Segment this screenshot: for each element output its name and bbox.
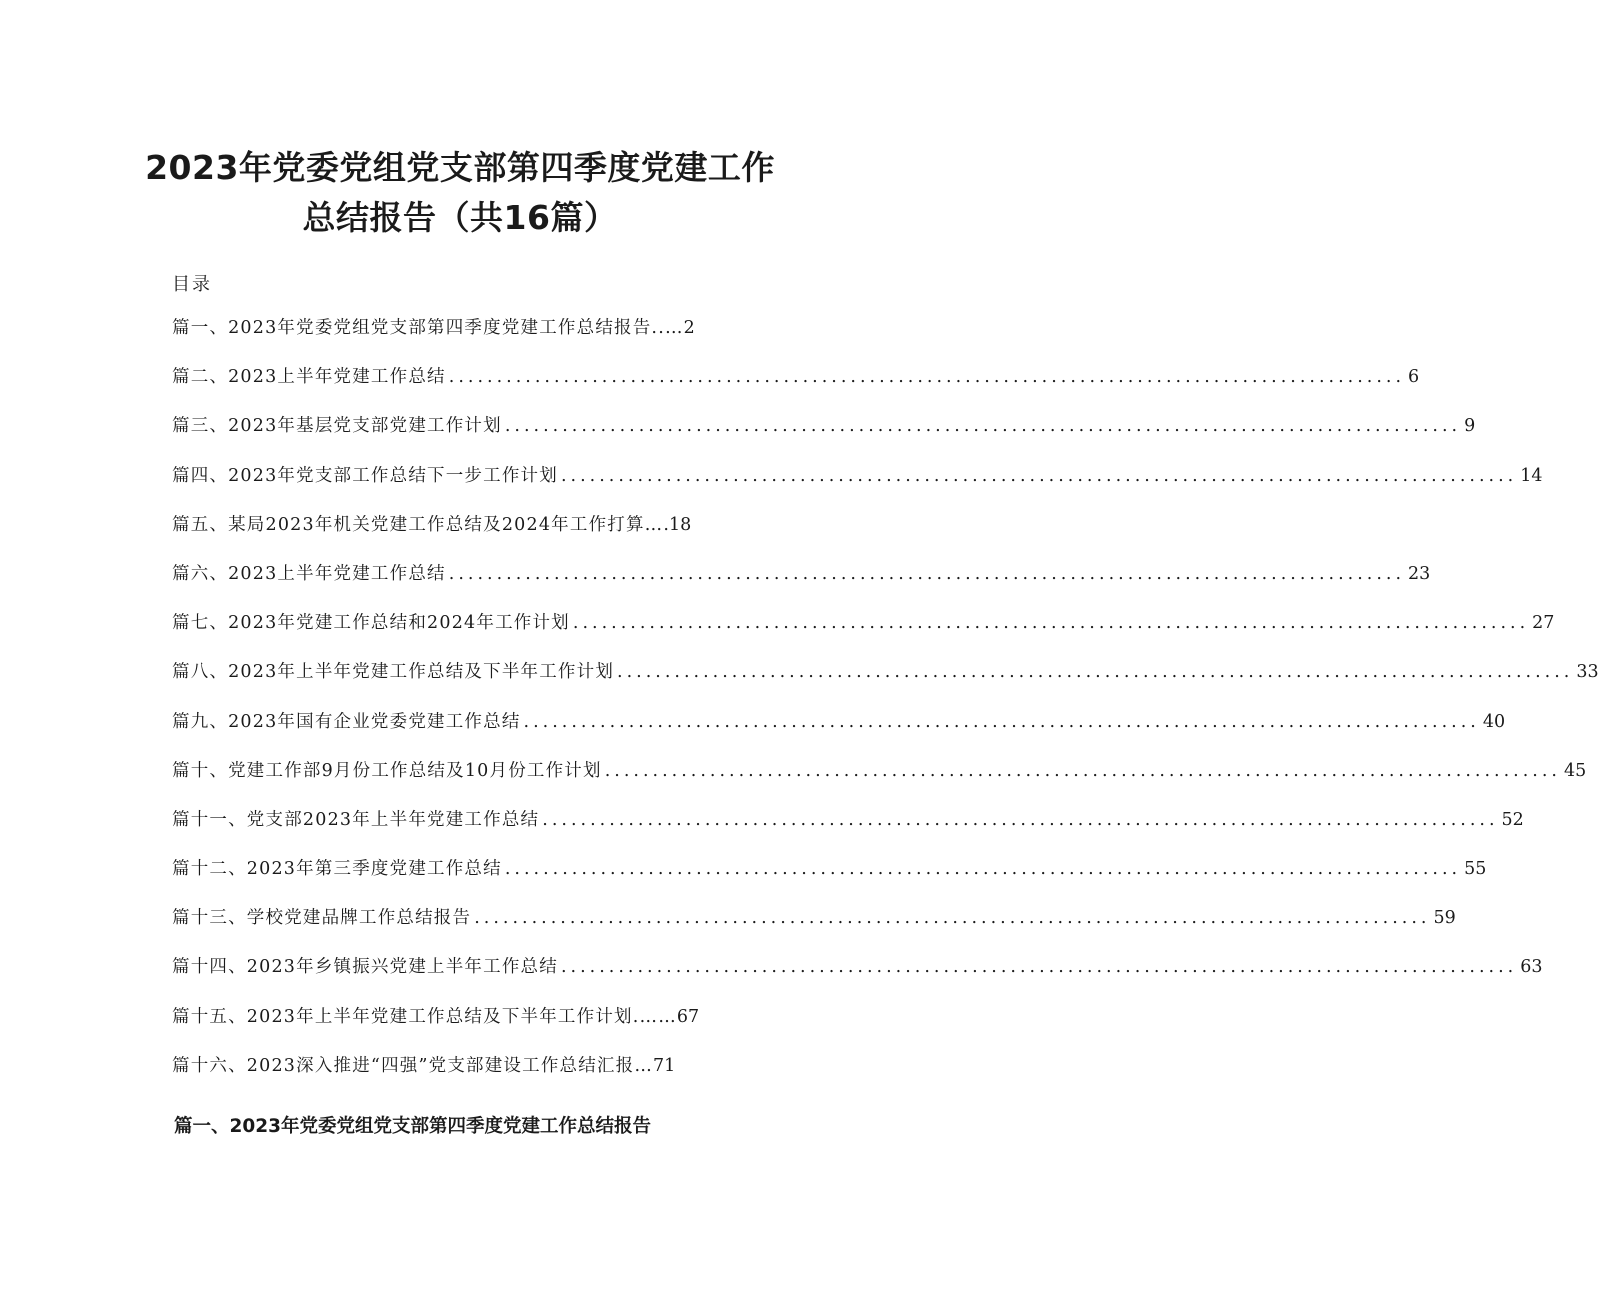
- toc-entry-title: 篇四、2023年党支部工作总结下一步工作计划: [172, 465, 558, 486]
- toc-entry[interactable]: [172, 462, 1543, 511]
- toc-entry-page: 27: [1532, 613, 1555, 634]
- toc-entry[interactable]: [172, 412, 1476, 461]
- toc-entry[interactable]: [172, 658, 1599, 707]
- toc-entry-page: 6: [1408, 367, 1420, 388]
- toc-dot-leader: [505, 416, 1461, 436]
- toc-dot-leader: [449, 367, 1405, 387]
- toc-entry-page: 40: [1482, 711, 1506, 732]
- toc-entry[interactable]: [172, 855, 1487, 904]
- toc-dot-leader: [561, 466, 1517, 486]
- toc-entry-title: 篇六、2023上半年党建工作总结: [172, 563, 446, 584]
- toc-entry-page: 67: [676, 1006, 700, 1027]
- document-title-line-1: 2023年党委党组党支部第四季度党建工作: [145, 148, 775, 187]
- toc-dot-leader: [449, 564, 1405, 584]
- toc-entry[interactable]: [172, 904, 1456, 953]
- toc-entry-title: 篇十五、2023年上半年党建工作总结及下半年工作计划.……: [172, 1006, 677, 1027]
- toc-entry-page: .18: [663, 514, 692, 535]
- toc-entry-title: 篇十一、党支部2023年上半年党建工作总结: [172, 809, 540, 830]
- toc-entry-title: 篇十、党建工作部9月份工作总结及10月份工作计划: [172, 760, 602, 781]
- toc-entry-page: 9: [1464, 416, 1476, 437]
- toc-dot-leader: [617, 662, 1573, 682]
- toc-entry-page: 55: [1464, 859, 1487, 880]
- toc-entry[interactable]: [172, 953, 1543, 1002]
- toc-entry-title: 篇十二、2023年第三季度党建工作总结: [172, 859, 502, 880]
- section-heading: 篇一、2023年党委党组党支部第四季度党建工作总结报告: [174, 1116, 651, 1137]
- toc-entry-page: 33: [1576, 662, 1599, 683]
- toc-entry-title: 篇五、某局2023年机关党建工作总结及2024年工作打算…: [172, 514, 664, 535]
- toc-entry-title: 篇十三、学校党建品牌工作总结报告: [172, 908, 472, 929]
- toc-entry[interactable]: [172, 708, 1506, 757]
- toc-entry-page: 59: [1433, 908, 1456, 929]
- toc-entry-page: 2: [683, 318, 695, 338]
- toc-entry-title: 篇九、2023年国有企业党委党建工作总结: [172, 711, 521, 732]
- toc-entry-title: 篇七、2023年党建工作总结和2024年工作计划: [172, 613, 570, 634]
- toc-entry[interactable]: [172, 1003, 768, 1052]
- toc-dot-leader: [505, 859, 1461, 879]
- table-of-contents: [172, 314, 1599, 1101]
- toc-entry-page: 23: [1408, 563, 1431, 584]
- toc-dot-leader: [561, 957, 1517, 977]
- toc-entry[interactable]: [172, 314, 768, 363]
- toc-dot-leader: [542, 810, 1498, 830]
- toc-entry[interactable]: [172, 363, 1420, 412]
- toc-heading: 目录: [172, 274, 212, 295]
- toc-entry[interactable]: [172, 511, 768, 560]
- toc-dot-leader: [524, 712, 1480, 732]
- toc-entry-title: 篇二、2023上半年党建工作总结: [172, 367, 446, 388]
- toc-entry-title: 篇十六、2023深入推进“四强”党支部建设工作总结汇报…: [172, 1055, 654, 1076]
- toc-entry-title: 篇八、2023年上半年党建工作总结及下半年工作计划: [172, 662, 615, 683]
- toc-dot-leader: [474, 908, 1430, 928]
- toc-entry[interactable]: [172, 609, 1555, 658]
- toc-entry-page: 14: [1520, 465, 1543, 486]
- document-title-line-2: 总结报告（共16篇）: [302, 198, 618, 237]
- toc-entry-page: 63: [1520, 957, 1543, 978]
- toc-entry[interactable]: [172, 1052, 768, 1101]
- toc-dot-leader: [605, 761, 1561, 781]
- toc-entry-title: 篇十四、2023年乡镇振兴党建上半年工作总结: [172, 957, 558, 978]
- toc-entry[interactable]: [172, 560, 1431, 609]
- toc-entry-title: 篇三、2023年基层党支部党建工作计划: [172, 416, 502, 437]
- toc-entry-title: 篇一、2023年党委党组党支部第四季度党建工作总结报告..…: [172, 318, 684, 338]
- toc-entry[interactable]: [172, 757, 1587, 806]
- toc-dot-leader: [573, 613, 1529, 633]
- toc-entry[interactable]: [172, 806, 1524, 855]
- toc-entry-page: 45: [1563, 760, 1587, 781]
- toc-entry-page: 71: [653, 1055, 676, 1076]
- toc-entry-page: 52: [1501, 809, 1524, 830]
